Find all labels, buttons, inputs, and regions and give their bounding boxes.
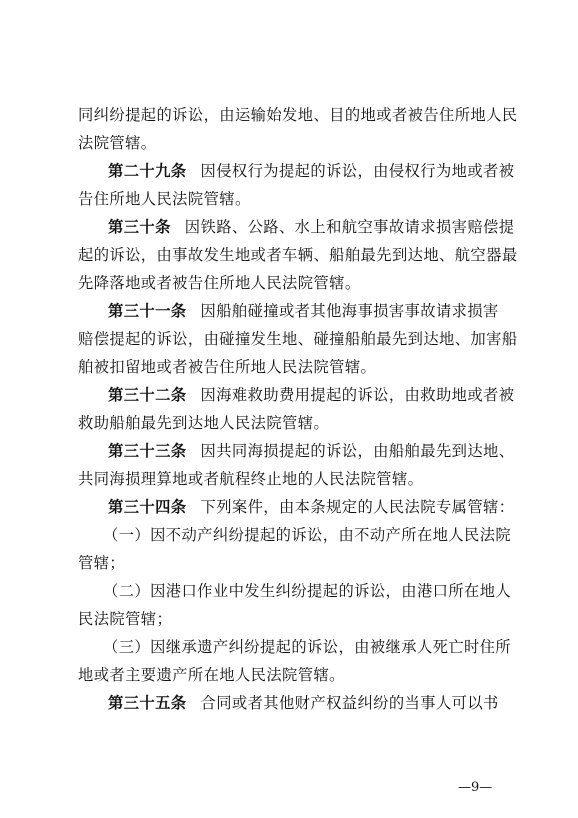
article-label: 第三十二条 <box>108 386 187 404</box>
text-line <box>108 441 538 461</box>
line-text: 下列案件，由本条规定的人民法院专属管辖： <box>200 498 515 516</box>
text-line <box>78 357 508 377</box>
text-line <box>78 469 508 489</box>
line-text: （一）因不动产纠纷提起的诉讼，由不动产所在地人民法院 <box>103 526 512 544</box>
text-line <box>78 665 508 685</box>
article-label: 第三十一条 <box>108 302 187 320</box>
line-text: 合同或者其他财产权益纠纷的当事人可以书 <box>200 694 499 712</box>
text-line <box>108 161 538 181</box>
text-line <box>103 581 533 601</box>
line-text: 同纠纷提起的诉讼，由运输始发地、目的地或者被告住所地人民 <box>78 106 518 124</box>
text-line <box>78 245 518 265</box>
line-text: 共同海损理算地或者航程终止地的人民法院管辖。 <box>78 470 424 488</box>
text-line <box>78 413 508 433</box>
line-text: 因共同海损提起的诉讼，由船舶最先到达地、 <box>200 442 515 460</box>
line-text: 告住所地人民法院管辖。 <box>78 190 251 208</box>
text-line <box>103 637 533 657</box>
line-text: （三）因继承遗产纠纷提起的诉讼，由被继承人死亡时住所 <box>103 638 512 656</box>
line-text: 因船舶碰撞或者其他海事损害事故请求损害 <box>200 302 499 320</box>
text-line <box>108 497 538 517</box>
article-label: 第三十四条 <box>108 498 187 516</box>
line-text: 法院管辖。 <box>78 134 157 152</box>
line-text: 因侵权行为提起的诉讼，由侵权行为地或者被 <box>200 162 515 180</box>
article-label: 第三十五条 <box>108 694 187 712</box>
text-line <box>78 133 508 153</box>
line-text: 因铁路、公路、水上和航空事故请求损害赔偿提 <box>184 218 515 236</box>
line-text: 民法院管辖； <box>78 610 173 628</box>
line-text: 舶被扣留地或者被告住所地人民法院管辖。 <box>78 358 377 376</box>
text-line <box>108 385 538 405</box>
line-text: 先降落地或者被告住所地人民法院管辖。 <box>78 274 361 292</box>
article-label: 第三十条 <box>108 218 171 236</box>
text-line <box>78 553 508 573</box>
line-text: 救助船舶最先到达地人民法院管辖。 <box>78 414 330 432</box>
line-text: 地或者主要遗产所在地人民法院管辖。 <box>78 666 345 684</box>
text-line <box>108 301 538 321</box>
line-text: 赔偿提起的诉讼，由碰撞发生地、碰撞船舶最先到达地、加害船 <box>78 330 518 348</box>
text-line <box>78 609 508 629</box>
text-line <box>78 105 518 125</box>
line-text: 管辖； <box>78 554 126 572</box>
article-label: 第二十九条 <box>108 162 187 180</box>
text-line <box>78 189 508 209</box>
text-line <box>78 329 518 349</box>
text-line <box>103 525 533 545</box>
text-line <box>78 273 508 293</box>
line-text: （二）因港口作业中发生纠纷提起的诉讼，由港口所在地人 <box>103 582 512 600</box>
text-line <box>108 693 538 713</box>
line-text: 因海难救助费用提起的诉讼，由救助地或者被 <box>200 386 515 404</box>
page-number: —9— <box>458 780 493 795</box>
line-text: 起的诉讼，由事故发生地或者车辆、船舶最先到达地、航空器最 <box>78 246 518 264</box>
article-label: 第三十三条 <box>108 442 187 460</box>
text-line <box>108 217 538 237</box>
